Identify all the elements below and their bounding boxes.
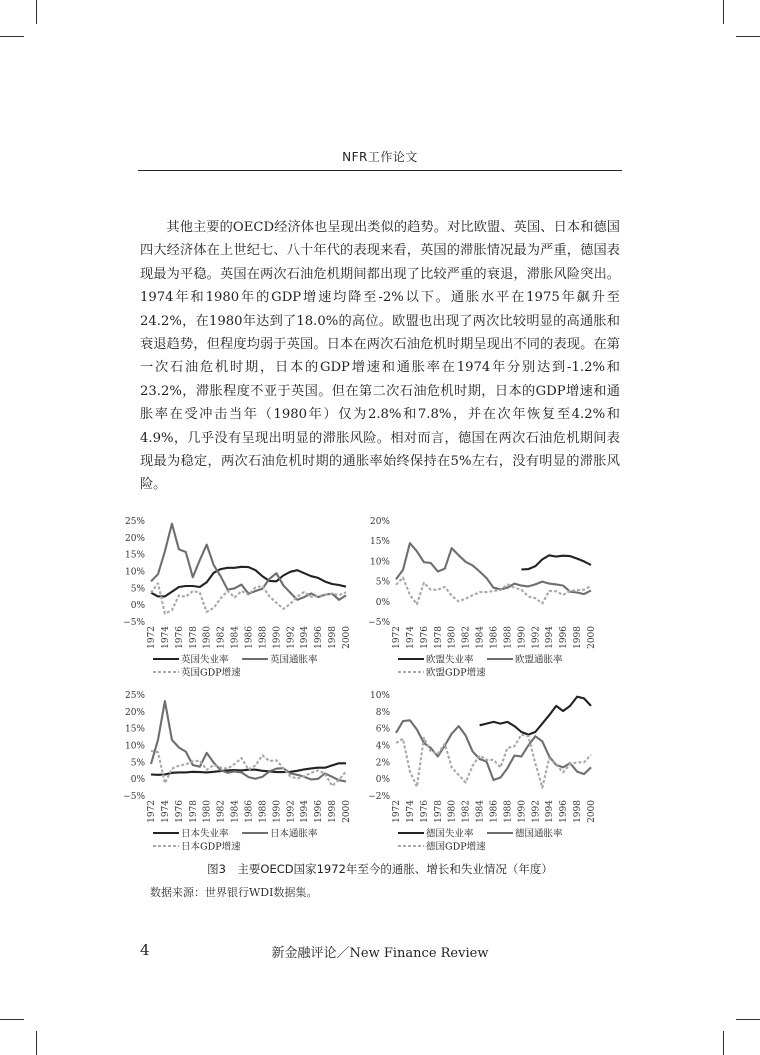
- body-paragraph: 其他主要的OECD经济体也呈现出类似的趋势。对比欧盟、英国、日本和德国四大经济体在上世纪七、八十年代的表现来看，英国的滞胀情况最为严重，德国表现最为平稳。英国在两次石油危机期间都出现了比较严重的衰退，滞胀风险突出。1974年和1980年的GDP增速均降至-2%以下。通胀水平在1975年飙升至24.2%，在1980年达到了18.0%的高位。欧盟也出现了两次比较明显的高通胀和衰退趋势，但程度均弱于英国。日本在两次石油危机时期呈现出不同的表现。在第一次石油危机时期，日本的GDP增速和通胀率在1974年分别达到-1.2%和23.2%，滞胀程度不亚于英国。但在第二次石油危机时期，日本的GDP增速和通胀率在受冲击当年（1980年）仅为2.8%和7.8%，并在次年恢复至4.2%和4.9%，几乎没有呈现出明显的滞胀风险。相对而言，德国在两次石油危机期间表现最为稳定，两次石油危机时期的通胀率始终保持在5%左右，没有明显的滞胀风险。: [140, 220, 620, 493]
- x-tick-label: 1998: [328, 626, 339, 649]
- x-tick-label: 1992: [531, 800, 542, 823]
- y-tick-label: 0%: [130, 775, 145, 786]
- legend-label: 英国失业率: [181, 654, 229, 666]
- legend-label: 欧盟失业率: [426, 654, 474, 666]
- y-tick-label: −5%: [368, 618, 390, 628]
- journal-name: 新金融评论／New Finance Review: [271, 946, 489, 961]
- x-tick-label: 1976: [419, 626, 430, 649]
- crop-mark: [0, 36, 24, 37]
- y-tick-label: 0%: [130, 601, 145, 612]
- x-tick-label: 2000: [342, 626, 352, 649]
- crop-mark: [0, 1019, 24, 1020]
- y-tick-label: 15%: [369, 537, 390, 548]
- x-tick-label: 2000: [587, 626, 597, 649]
- x-tick-label: 1976: [419, 800, 430, 823]
- x-tick-label: 1982: [461, 800, 472, 823]
- page-number: 4: [140, 941, 150, 959]
- chart-uk: [100, 510, 380, 688]
- x-tick-label: 1998: [573, 800, 584, 823]
- x-tick-label: 1994: [545, 626, 556, 649]
- y-tick-label: 25%: [124, 517, 145, 527]
- chart-japan: [100, 684, 380, 862]
- x-tick-label: 1988: [258, 800, 269, 823]
- y-tick-label: 6%: [375, 724, 390, 735]
- x-tick-label: 2000: [342, 800, 352, 823]
- x-tick-label: 1992: [286, 626, 297, 649]
- x-tick-label: 1972: [392, 626, 402, 649]
- y-tick-label: 10%: [124, 741, 145, 752]
- x-tick-label: 1974: [405, 626, 416, 649]
- x-tick-label: 1982: [216, 626, 227, 649]
- x-tick-label: 1988: [503, 800, 514, 823]
- x-tick-label: 1980: [447, 800, 458, 823]
- x-tick-label: 1974: [405, 800, 416, 823]
- x-tick-label: 1976: [174, 800, 185, 823]
- y-tick-label: −2%: [368, 792, 390, 802]
- eu-gdp-line: [396, 578, 591, 605]
- x-tick-label: 1984: [230, 626, 241, 649]
- y-tick-label: 0%: [375, 597, 390, 608]
- legend-label: 德国通胀率: [515, 828, 563, 840]
- y-tick-label: 5%: [130, 758, 145, 769]
- x-tick-label: 1986: [489, 626, 500, 649]
- legend-label: 日本通胀率: [270, 828, 318, 840]
- x-tick-label: 1980: [202, 800, 213, 823]
- y-tick-label: 0%: [375, 775, 390, 786]
- x-tick-label: 1974: [160, 800, 171, 823]
- x-tick-label: 1974: [160, 626, 171, 649]
- x-tick-label: 1994: [300, 626, 311, 649]
- y-tick-label: 20%: [124, 707, 145, 718]
- y-tick-label: −5%: [123, 792, 145, 802]
- x-tick-label: 1986: [244, 626, 255, 649]
- legend-label: 欧盟GDP增速: [426, 667, 486, 679]
- y-tick-label: 10%: [369, 557, 390, 568]
- y-tick-label: 5%: [130, 584, 145, 595]
- y-tick-label: 10%: [369, 691, 390, 701]
- legend-label: 德国GDP增速: [426, 841, 486, 853]
- x-tick-label: 1996: [559, 626, 570, 649]
- x-tick-label: 1982: [216, 800, 227, 823]
- legend-label: 英国通胀率: [270, 654, 318, 666]
- x-tick-label: 1996: [314, 800, 325, 823]
- y-tick-label: 15%: [124, 550, 145, 561]
- y-tick-label: 20%: [124, 533, 145, 544]
- legend-label: 欧盟通胀率: [515, 654, 563, 666]
- y-tick-label: 20%: [369, 517, 390, 527]
- x-tick-label: 1984: [230, 800, 241, 823]
- x-tick-label: 1978: [188, 626, 199, 649]
- legend-label: 德国失业率: [426, 828, 474, 840]
- x-tick-label: 1992: [286, 800, 297, 823]
- crop-mark: [736, 36, 760, 37]
- header-rule: [138, 170, 622, 171]
- crop-mark: [723, 0, 724, 24]
- chart-eu: [345, 510, 625, 688]
- eu-inflation-line: [396, 543, 591, 594]
- y-tick-label: 4%: [375, 741, 390, 752]
- x-tick-label: 1984: [475, 626, 486, 649]
- x-tick-label: 1992: [531, 626, 542, 649]
- x-tick-label: 1980: [202, 626, 213, 649]
- x-tick-label: 1998: [328, 800, 339, 823]
- x-tick-label: 1986: [244, 800, 255, 823]
- crop-mark: [36, 1031, 37, 1055]
- y-tick-label: 25%: [124, 691, 145, 701]
- legend-label: 日本GDP增速: [181, 841, 241, 853]
- x-tick-label: 1978: [433, 626, 444, 649]
- crop-mark: [36, 0, 37, 24]
- uk-unemployment-line: [151, 567, 346, 597]
- chart-germany: [345, 684, 625, 862]
- germany-unemployment-line: [480, 697, 591, 735]
- x-tick-label: 1994: [545, 800, 556, 823]
- x-tick-label: 1994: [300, 800, 311, 823]
- crop-mark: [736, 1019, 760, 1020]
- x-tick-label: 1990: [517, 626, 528, 649]
- germany-inflation-line: [396, 720, 591, 780]
- x-tick-label: 1990: [517, 800, 528, 823]
- x-tick-label: 2000: [587, 800, 597, 823]
- x-tick-label: 1978: [188, 800, 199, 823]
- x-tick-label: 1990: [272, 626, 283, 649]
- x-tick-label: 1996: [314, 626, 325, 649]
- running-header: NFR工作论文: [342, 150, 418, 164]
- figure-caption: 图3 主要OECD国家1972年至今的通胀、增长和失业情况（年度）: [207, 862, 553, 876]
- x-tick-label: 1986: [489, 800, 500, 823]
- figure-source: 数据来源：世界银行WDI数据集。: [150, 886, 318, 899]
- y-tick-label: 2%: [375, 758, 390, 769]
- x-tick-label: 1972: [147, 800, 157, 823]
- body-text: [140, 216, 620, 497]
- legend-label: 日本失业率: [181, 828, 229, 840]
- y-tick-label: 10%: [124, 567, 145, 578]
- x-tick-label: 1998: [573, 626, 584, 649]
- x-tick-label: 1988: [258, 626, 269, 649]
- x-tick-label: 1972: [392, 800, 402, 823]
- y-tick-label: 15%: [124, 724, 145, 735]
- y-tick-label: 5%: [375, 577, 390, 588]
- crop-mark: [723, 1031, 724, 1055]
- x-tick-label: 1980: [447, 626, 458, 649]
- x-tick-label: 1976: [174, 626, 185, 649]
- y-tick-label: −5%: [123, 618, 145, 628]
- x-tick-label: 1988: [503, 626, 514, 649]
- x-tick-label: 1978: [433, 800, 444, 823]
- y-tick-label: 8%: [375, 707, 390, 718]
- x-tick-label: 1984: [475, 800, 486, 823]
- eu-unemployment-line: [521, 555, 591, 569]
- legend-label: 英国GDP增速: [181, 667, 241, 679]
- uk-inflation-line: [151, 524, 346, 600]
- x-tick-label: 1990: [272, 800, 283, 823]
- x-tick-label: 1972: [147, 626, 157, 649]
- x-tick-label: 1996: [559, 800, 570, 823]
- x-tick-label: 1982: [461, 626, 472, 649]
